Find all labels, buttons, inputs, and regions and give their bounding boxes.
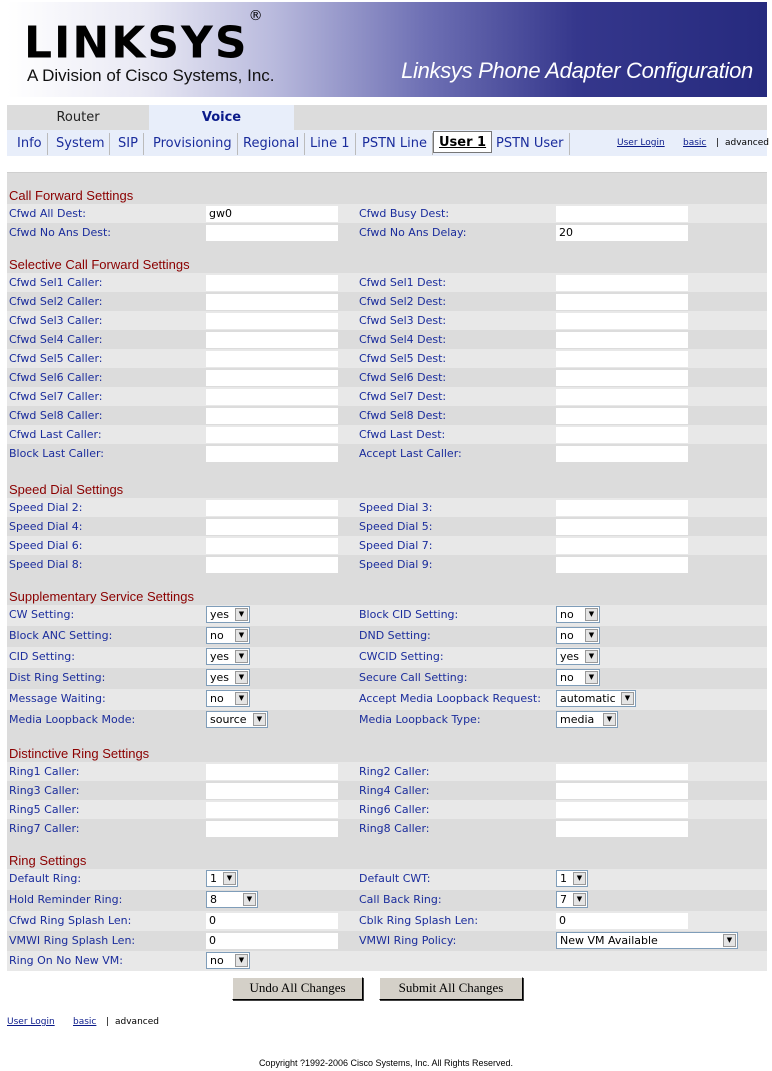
ring3-caller-input[interactable] [206,783,338,799]
accept-last-caller-input[interactable] [556,446,688,462]
ring2-caller-input[interactable] [556,764,688,780]
speed-dial-5-label: Speed Dial 5: [359,520,433,533]
row-sel8 [7,406,767,425]
user-login-link[interactable]: User Login [617,138,665,148]
cblk-ring-splash-len-input[interactable]: 0 [556,913,688,929]
row-ring5 [7,800,767,819]
row-sel7 [7,387,767,406]
cfwd-busy-dest-input[interactable] [556,206,688,222]
accept-last-caller-label: Accept Last Caller: [359,447,462,460]
cfwd-no-ans-dest-input[interactable] [206,225,338,241]
cfwd-sel3-dest-input[interactable] [556,313,688,329]
ring6-caller-label: Ring6 Caller: [359,803,430,816]
sub-tab-bar [7,130,767,156]
section-speed-dial: Speed Dial Settings [9,482,124,497]
advanced-link[interactable]: advanced [725,138,769,148]
block-anc-setting-select[interactable]: no ▼ [206,627,250,644]
section-supplementary: Supplementary Service Settings [9,589,194,604]
speed-dial-2-label: Speed Dial 2: [9,501,83,514]
cfwd-sel7-dest-label: Cfwd Sel7 Dest: [359,390,447,403]
cfwd-sel7-dest-input[interactable] [556,389,688,405]
chevron-down-icon: ▼ [603,713,616,726]
subtab-user-1[interactable]: User 1 [433,131,492,153]
tab-router[interactable]: Router [7,105,149,130]
media-loopback-mode-select[interactable]: source ▼ [206,711,268,728]
row-sel1 [7,273,767,292]
row-sd8 [7,555,767,574]
default-ring-label: Default Ring: [9,872,82,885]
bottom-basic-link[interactable]: basic [73,1017,97,1027]
chevron-down-icon: ▼ [223,872,236,885]
cfwd-last-caller-input[interactable] [206,427,338,443]
cid-setting-select[interactable]: yes ▼ [206,648,250,665]
cfwd-ring-splash-len-label: Cfwd Ring Splash Len: [9,914,132,927]
ring-on-no-new-vm-label: Ring On No New VM: [9,954,123,967]
cfwd-sel1-caller-input[interactable] [206,275,338,291]
speed-dial-7-label: Speed Dial 7: [359,539,433,552]
cfwd-sel8-dest-label: Cfwd Sel8 Dest: [359,409,447,422]
dnd-setting-label: DND Setting: [359,629,431,642]
vmwi-ring-splash-len-input[interactable]: 0 [206,933,338,949]
row-sel2 [7,292,767,311]
undo-all-changes-button[interactable]: Undo All Changes [232,977,363,1000]
ring4-caller-label: Ring4 Caller: [359,784,430,797]
cfwd-all-dest-label: Cfwd All Dest: [9,207,86,220]
row-ring3 [7,781,767,800]
call-back-ring-select[interactable]: 7 ▼ [556,891,588,908]
subtab-pstn-user[interactable]: PSTN User [491,133,570,155]
cfwd-last-caller-label: Cfwd Last Caller: [9,428,102,441]
section-selective-call-forward: Selective Call Forward Settings [9,257,190,272]
cwcid-setting-select[interactable]: yes ▼ [556,648,600,665]
row-message-waiting [7,689,767,710]
cfwd-sel1-dest-label: Cfwd Sel1 Dest: [359,276,447,289]
speed-dial-7-input[interactable] [556,538,688,554]
ring5-caller-input[interactable] [206,802,338,818]
chevron-down-icon: ▼ [585,608,598,621]
row-no-new-vm [7,951,767,971]
row-vmwi [7,931,767,951]
link-separator: | [716,138,720,148]
chevron-down-icon: ▼ [235,608,248,621]
dnd-setting-select[interactable]: no ▼ [556,627,600,644]
cfwd-sel5-dest-label: Cfwd Sel5 Dest: [359,352,447,365]
header-banner [7,2,767,97]
cfwd-last-dest-input[interactable] [556,427,688,443]
cfwd-sel3-dest-label: Cfwd Sel3 Dest: [359,314,447,327]
chevron-down-icon: ▼ [585,650,598,663]
chevron-down-icon: ▼ [723,934,736,947]
tab-voice[interactable]: Voice [149,105,294,130]
vmwi-ring-splash-len-label: VMWI Ring Splash Len: [9,934,136,947]
speed-dial-3-input[interactable] [556,500,688,516]
cfwd-sel8-dest-input[interactable] [556,408,688,424]
bottom-user-login-link[interactable]: User Login [7,1017,55,1027]
cfwd-sel2-caller-label: Cfwd Sel2 Caller: [9,295,103,308]
cfwd-busy-dest-label: Cfwd Busy Dest: [359,207,450,220]
cfwd-sel2-dest-input[interactable] [556,294,688,310]
cw-setting-label: CW Setting: [9,608,75,621]
cfwd-last-dest-label: Cfwd Last Dest: [359,428,446,441]
ring7-caller-input[interactable] [206,821,338,837]
speed-dial-8-input[interactable] [206,557,338,573]
cfwd-sel1-caller-label: Cfwd Sel1 Caller: [9,276,103,289]
message-waiting-select[interactable]: no ▼ [206,690,250,707]
chevron-down-icon: ▼ [235,954,248,967]
cfwd-sel2-caller-input[interactable] [206,294,338,310]
media-loopback-type-label: Media Loopback Type: [359,713,481,726]
cfwd-ring-splash-len-input[interactable]: 0 [206,913,338,929]
chevron-down-icon: ▼ [235,629,248,642]
row-sel6 [7,368,767,387]
speed-dial-4-label: Speed Dial 4: [9,520,83,533]
row-dist-ring [7,668,767,689]
row-cid [7,647,767,668]
cwcid-setting-label: CWCID Setting: [359,650,444,663]
media-loopback-type-select[interactable]: media ▼ [556,711,618,728]
row-sel4 [7,330,767,349]
block-cid-setting-label: Block CID Setting: [359,608,459,621]
block-anc-setting-label: Block ANC Setting: [9,629,113,642]
cid-setting-label: CID Setting: [9,650,75,663]
cfwd-sel4-caller-label: Cfwd Sel4 Caller: [9,333,103,346]
block-last-caller-label: Block Last Caller: [9,447,104,460]
page-title: Linksys Phone Adapter Configuration [401,58,753,83]
speed-dial-9-label: Speed Dial 9: [359,558,433,571]
ring8-caller-input[interactable] [556,821,688,837]
default-cwt-label: Default CWT: [359,872,431,885]
speed-dial-9-input[interactable] [556,557,688,573]
cfwd-sel6-caller-input[interactable] [206,370,338,386]
section-call-forward: Call Forward Settings [9,188,134,203]
default-ring-select[interactable]: 1 ▼ [206,870,238,887]
row-hold-reminder [7,890,767,911]
chevron-down-icon: ▼ [621,692,634,705]
top-strip [7,157,767,173]
settings-panel [7,157,767,971]
row-cw [7,605,767,626]
section-distinctive-ring: Distinctive Ring Settings [9,746,150,761]
row-block-accept-last [7,444,767,463]
bottom-advanced-link[interactable]: advanced [115,1017,159,1027]
cfwd-sel6-dest-label: Cfwd Sel6 Dest: [359,371,447,384]
ring4-caller-input[interactable] [556,783,688,799]
row-cfwd-all [7,204,767,223]
cfwd-sel7-caller-label: Cfwd Sel7 Caller: [9,390,103,403]
chevron-down-icon: ▼ [243,893,256,906]
subtab-provisioning[interactable]: Provisioning [148,133,238,155]
cfwd-sel5-caller-input[interactable] [206,351,338,367]
default-cwt-select[interactable]: 1 ▼ [556,870,588,887]
division-text: A Division of Cisco Systems, Inc. [27,66,275,85]
ring2-caller-label: Ring2 Caller: [359,765,430,778]
row-splash-len [7,911,767,931]
cfwd-no-ans-delay-label: Cfwd No Ans Delay: [359,226,467,239]
subtab-sip[interactable]: SIP [113,133,144,155]
cfwd-sel4-dest-input[interactable] [556,332,688,348]
chevron-down-icon: ▼ [235,650,248,663]
speed-dial-5-input[interactable] [556,519,688,535]
row-media-loopback [7,710,767,731]
cfwd-sel2-dest-label: Cfwd Sel2 Dest: [359,295,447,308]
cfwd-sel7-caller-input[interactable] [206,389,338,405]
cfwd-sel5-caller-label: Cfwd Sel5 Caller: [9,352,103,365]
top-tab-bar [7,105,767,130]
vmwi-ring-policy-select[interactable]: New VM Available ▼ [556,932,738,949]
row-block-anc [7,626,767,647]
subtab-system[interactable]: System [51,133,110,155]
block-last-caller-input[interactable] [206,446,338,462]
secure-call-setting-label: Secure Call Setting: [359,671,468,684]
speed-dial-4-input[interactable] [206,519,338,535]
cfwd-sel3-caller-label: Cfwd Sel3 Caller: [9,314,103,327]
cfwd-no-ans-delay-input[interactable]: 20 [556,225,688,241]
row-last [7,425,767,444]
cfwd-sel6-dest-input[interactable] [556,370,688,386]
chevron-down-icon: ▼ [253,713,266,726]
row-cfwd-no-ans [7,223,767,242]
bottom-link-separator: | [106,1017,110,1027]
ring7-caller-label: Ring7 Caller: [9,822,80,835]
row-sd4 [7,517,767,536]
speed-dial-6-input[interactable] [206,538,338,554]
secure-call-setting-select[interactable]: no ▼ [556,669,600,686]
chevron-down-icon: ▼ [235,692,248,705]
subtab-pstn-line[interactable]: PSTN Line [357,133,433,155]
message-waiting-label: Message Waiting: [9,692,106,705]
cfwd-sel5-dest-input[interactable] [556,351,688,367]
chevron-down-icon: ▼ [585,671,598,684]
speed-dial-2-input[interactable] [206,500,338,516]
accept-media-loopback-select[interactable]: automatic ▼ [556,690,636,707]
row-default-ring [7,869,767,890]
cfwd-all-dest-input[interactable]: gw0 [206,206,338,222]
ring1-caller-input[interactable] [206,764,338,780]
media-loopback-mode-label: Media Loopback Mode: [9,713,136,726]
cfwd-sel8-caller-input[interactable] [206,408,338,424]
dist-ring-setting-select[interactable]: yes ▼ [206,669,250,686]
chevron-down-icon: ▼ [585,629,598,642]
basic-link[interactable]: basic [683,138,707,148]
cfwd-sel4-dest-label: Cfwd Sel4 Dest: [359,333,447,346]
cfwd-no-ans-dest-label: Cfwd No Ans Dest: [9,226,112,239]
row-ring7 [7,819,767,838]
accept-media-loopback-label: Accept Media Loopback Request: [359,692,541,705]
block-cid-setting-select[interactable]: no ▼ [556,606,600,623]
ring-on-no-new-vm-select[interactable]: no ▼ [206,952,250,969]
speed-dial-8-label: Speed Dial 8: [9,558,83,571]
dist-ring-setting-label: Dist Ring Setting: [9,671,106,684]
section-ring-settings: Ring Settings [9,853,87,868]
hold-reminder-ring-select[interactable]: 8 ▼ [206,891,258,908]
row-sd6 [7,536,767,555]
cfwd-sel3-caller-input[interactable] [206,313,338,329]
subtab-info[interactable]: Info [12,133,48,155]
call-back-ring-label: Call Back Ring: [359,893,442,906]
ring1-caller-label: Ring1 Caller: [9,765,80,778]
row-sel5 [7,349,767,368]
linksys-logo: LINKSYS® [24,8,265,69]
ring3-caller-label: Ring3 Caller: [9,784,80,797]
cfwd-sel8-caller-label: Cfwd Sel8 Caller: [9,409,103,422]
cfwd-sel6-caller-label: Cfwd Sel6 Caller: [9,371,103,384]
ring5-caller-label: Ring5 Caller: [9,803,80,816]
chevron-down-icon: ▼ [573,872,586,885]
cfwd-sel4-caller-input[interactable] [206,332,338,348]
speed-dial-6-label: Speed Dial 6: [9,539,83,552]
speed-dial-3-label: Speed Dial 3: [359,501,433,514]
chevron-down-icon: ▼ [573,893,586,906]
row-sel3 [7,311,767,330]
chevron-down-icon: ▼ [235,671,248,684]
cblk-ring-splash-len-label: Cblk Ring Splash Len: [359,914,479,927]
cfwd-sel1-dest-input[interactable] [556,275,688,291]
subtab-regional[interactable]: Regional [238,133,305,155]
subtab-line-1[interactable]: Line 1 [305,133,356,155]
vmwi-ring-policy-label: VMWI Ring Policy: [359,934,457,947]
submit-all-changes-button[interactable]: Submit All Changes [379,977,523,1000]
copyright-text: Copyright ?1992-2006 Cisco Systems, Inc. All Rights Reserved. [258,1058,514,1068]
ring6-caller-input[interactable] [556,802,688,818]
row-ring1 [7,762,767,781]
ring8-caller-label: Ring8 Caller: [359,822,430,835]
row-sd2 [7,498,767,517]
hold-reminder-ring-label: Hold Reminder Ring: [9,893,123,906]
cw-setting-select[interactable]: yes ▼ [206,606,250,623]
